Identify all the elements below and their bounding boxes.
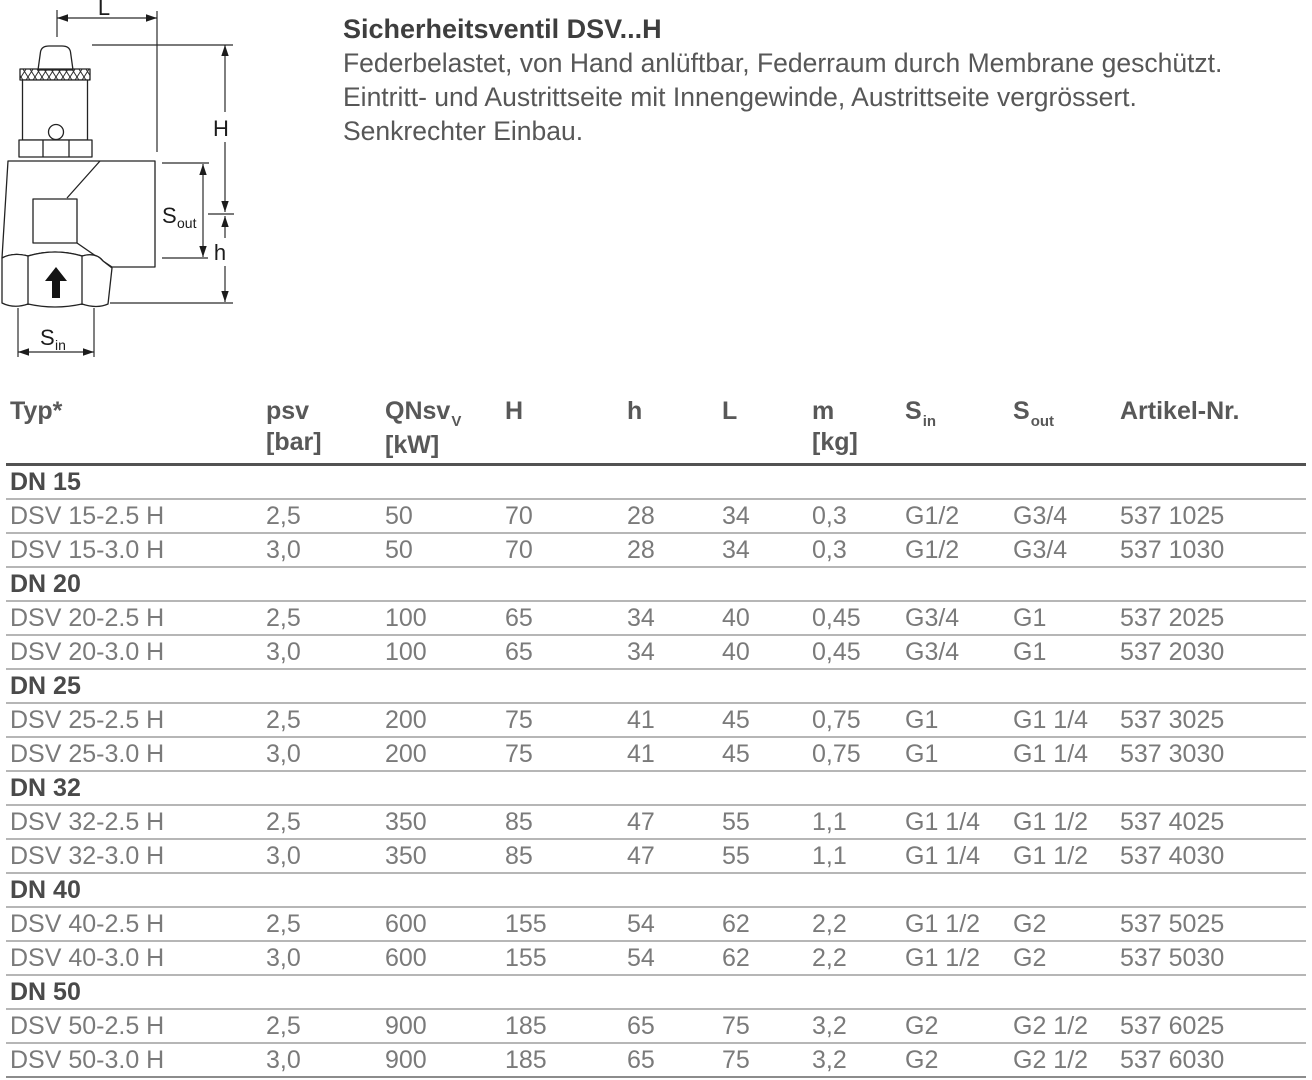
cell-artikel: 537 4030	[1120, 841, 1225, 870]
cell-l: 75	[722, 1011, 750, 1040]
cell-h-low: 41	[627, 739, 655, 768]
cell-l: 55	[722, 807, 750, 836]
dim-label-Sout-sub: out	[177, 215, 197, 231]
cell-s-in: G1/2	[905, 535, 960, 564]
cell-psv: 2,5	[266, 909, 301, 938]
cell-s-in: G3/4	[905, 637, 960, 666]
table-row	[6, 601, 1306, 635]
cell-qnsv: 350	[385, 807, 427, 836]
cell-artikel: 537 1030	[1120, 535, 1225, 564]
group-label: DN 50	[10, 977, 81, 1006]
cell-psv: 2,5	[266, 705, 301, 734]
group-header-row	[6, 669, 1306, 703]
cell-typ: DSV 25-2.5 H	[10, 705, 165, 734]
cell-h-low: 54	[627, 943, 655, 972]
product-description-line-3: Senkrechter Einbau.	[343, 116, 584, 146]
cell-typ: DSV 50-2.5 H	[10, 1011, 165, 1040]
column-header-typ: Typ*	[10, 397, 63, 425]
cell-artikel: 537 5030	[1120, 943, 1225, 972]
specification-table	[6, 392, 1306, 1078]
table-row	[6, 1009, 1306, 1043]
cell-artikel: 537 1025	[1120, 501, 1225, 530]
cell-s-out: G3/4	[1013, 535, 1068, 564]
dim-label-L: L	[97, 0, 111, 20]
cell-h-low: 41	[627, 705, 655, 734]
cell-l: 45	[722, 705, 750, 734]
cell-typ: DSV 40-3.0 H	[10, 943, 165, 972]
cell-h-low: 28	[627, 535, 655, 564]
column-header-s-out: $S_{out}$	[1013, 397, 1055, 430]
cell-h-cap: 70	[505, 535, 533, 564]
cell-l: 75	[722, 1045, 750, 1074]
cell-typ: DSV 15-3.0 H	[10, 535, 165, 564]
column-header-h-cap: H	[505, 397, 524, 425]
cell-m: 2,2	[812, 909, 847, 938]
cell-h-low: 28	[627, 501, 655, 530]
cell-l: 40	[722, 603, 750, 632]
table-row	[6, 907, 1306, 941]
cell-artikel: 537 4025	[1120, 807, 1225, 836]
cell-l: 62	[722, 943, 750, 972]
cell-s-in: G2	[905, 1011, 939, 1040]
cell-psv: 3,0	[266, 943, 301, 972]
cell-psv: 3,0	[266, 535, 301, 564]
table-row	[6, 805, 1306, 839]
cell-l: 62	[722, 909, 750, 938]
cell-m: 0,3	[812, 535, 847, 564]
table-row	[6, 1043, 1306, 1077]
cell-s-out: G2	[1013, 943, 1047, 972]
cell-qnsv: 350	[385, 841, 427, 870]
cell-l: 45	[722, 739, 750, 768]
dim-label-Sin-main: S	[40, 325, 55, 350]
cell-qnsv: 50	[385, 535, 413, 564]
cell-l: 34	[722, 501, 750, 530]
page-title: Sicherheitsventil DSV...H	[343, 14, 662, 44]
table-row	[6, 533, 1306, 567]
cell-s-out: G1	[1013, 603, 1047, 632]
cell-artikel: 537 6025	[1120, 1011, 1225, 1040]
table-row	[6, 737, 1306, 771]
group-label: DN 15	[10, 467, 81, 496]
cell-h-cap: 85	[505, 807, 533, 836]
cell-h-cap: 185	[505, 1011, 547, 1040]
cell-s-out: G2 1/2	[1013, 1011, 1089, 1040]
cell-typ: DSV 20-3.0 H	[10, 637, 165, 666]
column-header-psv: psv [bar]	[266, 397, 322, 456]
cell-psv: 3,0	[266, 637, 301, 666]
table-row	[6, 839, 1306, 873]
cell-psv: 2,5	[266, 603, 301, 632]
vent-hole	[49, 125, 64, 140]
column-header-m: m [kg]	[812, 397, 858, 456]
column-header-s-in: $S_{in}$	[905, 397, 937, 430]
cell-m: 3,2	[812, 1045, 847, 1074]
cell-h-cap: 70	[505, 501, 533, 530]
group-header-row	[6, 567, 1306, 601]
cell-s-in: G3/4	[905, 603, 960, 632]
cell-typ: DSV 50-3.0 H	[10, 1045, 165, 1074]
cell-artikel: 537 3030	[1120, 739, 1225, 768]
cell-artikel: 537 5025	[1120, 909, 1225, 938]
cell-h-cap: 75	[505, 739, 533, 768]
cell-qnsv: 100	[385, 637, 427, 666]
cell-s-out: G1 1/4	[1013, 705, 1089, 734]
dim-label-Sout-main: S	[162, 203, 177, 228]
product-description-line-2: Eintritt- und Austrittseite mit Innengewinde, Austrittseite vergrössert.	[343, 82, 1137, 112]
knurl-band	[20, 69, 90, 80]
cell-m: 0,75	[812, 705, 861, 734]
table-row	[6, 635, 1306, 669]
cell-psv: 3,0	[266, 739, 301, 768]
cell-m: 0,45	[812, 603, 861, 632]
cell-h-low: 54	[627, 909, 655, 938]
cell-typ: DSV 15-2.5 H	[10, 501, 165, 530]
cell-psv: 3,0	[266, 841, 301, 870]
cell-h-cap: 155	[505, 943, 547, 972]
valve-technical-drawing	[0, 0, 340, 380]
column-header-artikel: Artikel-Nr.	[1120, 397, 1240, 425]
cell-artikel: 537 3025	[1120, 705, 1225, 734]
cell-l: 55	[722, 841, 750, 870]
cell-qnsv: 200	[385, 739, 427, 768]
valve-cap	[38, 46, 73, 70]
cell-psv: 2,5	[266, 807, 301, 836]
cell-s-in: G1 1/4	[905, 841, 981, 870]
cell-qnsv: 900	[385, 1011, 427, 1040]
cell-h-low: 34	[627, 603, 655, 632]
cell-s-in: G1 1/2	[905, 943, 981, 972]
cell-h-low: 65	[627, 1045, 655, 1074]
cell-qnsv: 600	[385, 943, 427, 972]
cell-s-in: G1 1/4	[905, 807, 981, 836]
dim-label-h: h	[213, 240, 227, 265]
cell-s-in: G1	[905, 705, 939, 734]
cell-s-out: G2	[1013, 909, 1047, 938]
group-header-row	[6, 873, 1306, 907]
cell-qnsv: 50	[385, 501, 413, 530]
cell-s-out: G1 1/2	[1013, 807, 1089, 836]
cell-s-out: G2 1/2	[1013, 1045, 1089, 1074]
cell-psv: 2,5	[266, 1011, 301, 1040]
table-row	[6, 941, 1306, 975]
cell-s-in: G2	[905, 1045, 939, 1074]
cell-h-low: 34	[627, 637, 655, 666]
group-header-row	[6, 771, 1306, 805]
cell-m: 0,75	[812, 739, 861, 768]
group-label: DN 40	[10, 875, 81, 904]
table-header-row	[6, 392, 1306, 465]
cell-typ: DSV 40-2.5 H	[10, 909, 165, 938]
cell-m: 1,1	[812, 841, 847, 870]
cell-qnsv: 200	[385, 705, 427, 734]
cell-m: 2,2	[812, 943, 847, 972]
cell-qnsv: 600	[385, 909, 427, 938]
group-label: DN 32	[10, 773, 81, 802]
body-boss	[33, 199, 77, 243]
column-header-h-low: h	[627, 397, 643, 425]
cell-l: 34	[722, 535, 750, 564]
dim-label-Sin-sub: in	[55, 337, 66, 353]
cell-h-cap: 185	[505, 1045, 547, 1074]
cell-typ: DSV 32-2.5 H	[10, 807, 165, 836]
cell-h-cap: 65	[505, 603, 533, 632]
cell-psv: 2,5	[266, 501, 301, 530]
cell-h-low: 47	[627, 807, 655, 836]
cell-l: 40	[722, 637, 750, 666]
cell-h-cap: 155	[505, 909, 547, 938]
valve-body	[2, 161, 155, 267]
cell-qnsv: 900	[385, 1045, 427, 1074]
cell-s-in: G1 1/2	[905, 909, 981, 938]
cell-typ: DSV 20-2.5 H	[10, 603, 165, 632]
cell-h-low: 65	[627, 1011, 655, 1040]
cell-h-cap: 75	[505, 705, 533, 734]
cell-qnsv: 100	[385, 603, 427, 632]
cell-s-out: G1	[1013, 637, 1047, 666]
cell-s-in: G1/2	[905, 501, 960, 530]
cell-h-cap: 85	[505, 841, 533, 870]
cell-m: 3,2	[812, 1011, 847, 1040]
table-row	[6, 703, 1306, 737]
cell-typ: DSV 32-3.0 H	[10, 841, 165, 870]
group-header-row	[6, 465, 1306, 500]
group-label: DN 25	[10, 671, 81, 700]
column-header-qnsv: QNsv$_V$ [kW]	[385, 397, 462, 459]
dim-label-H: H	[213, 116, 229, 141]
cell-typ: DSV 25-3.0 H	[10, 739, 165, 768]
cell-m: 0,3	[812, 501, 847, 530]
table-row	[6, 499, 1306, 533]
cell-m: 0,45	[812, 637, 861, 666]
cell-psv: 3,0	[266, 1045, 301, 1074]
product-description-line-1: Federbelastet, von Hand anlüftbar, Federraum durch Membrane geschützt.	[343, 48, 1223, 78]
cell-s-out: G1 1/4	[1013, 739, 1089, 768]
cell-artikel: 537 2030	[1120, 637, 1225, 666]
cell-h-cap: 65	[505, 637, 533, 666]
cell-s-in: G1	[905, 739, 939, 768]
group-header-row	[6, 975, 1306, 1009]
valve-outline	[2, 46, 155, 307]
cell-m: 1,1	[812, 807, 847, 836]
bonnet-flange	[19, 140, 92, 157]
cell-s-out: G3/4	[1013, 501, 1068, 530]
group-label: DN 20	[10, 569, 81, 598]
cell-h-low: 47	[627, 841, 655, 870]
table-body	[6, 465, 1306, 1078]
product-info-block	[343, 12, 1293, 148]
cell-artikel: 537 2025	[1120, 603, 1225, 632]
cell-s-out: G1 1/2	[1013, 841, 1089, 870]
cell-artikel: 537 6030	[1120, 1045, 1225, 1074]
column-header-l: L	[722, 397, 738, 425]
